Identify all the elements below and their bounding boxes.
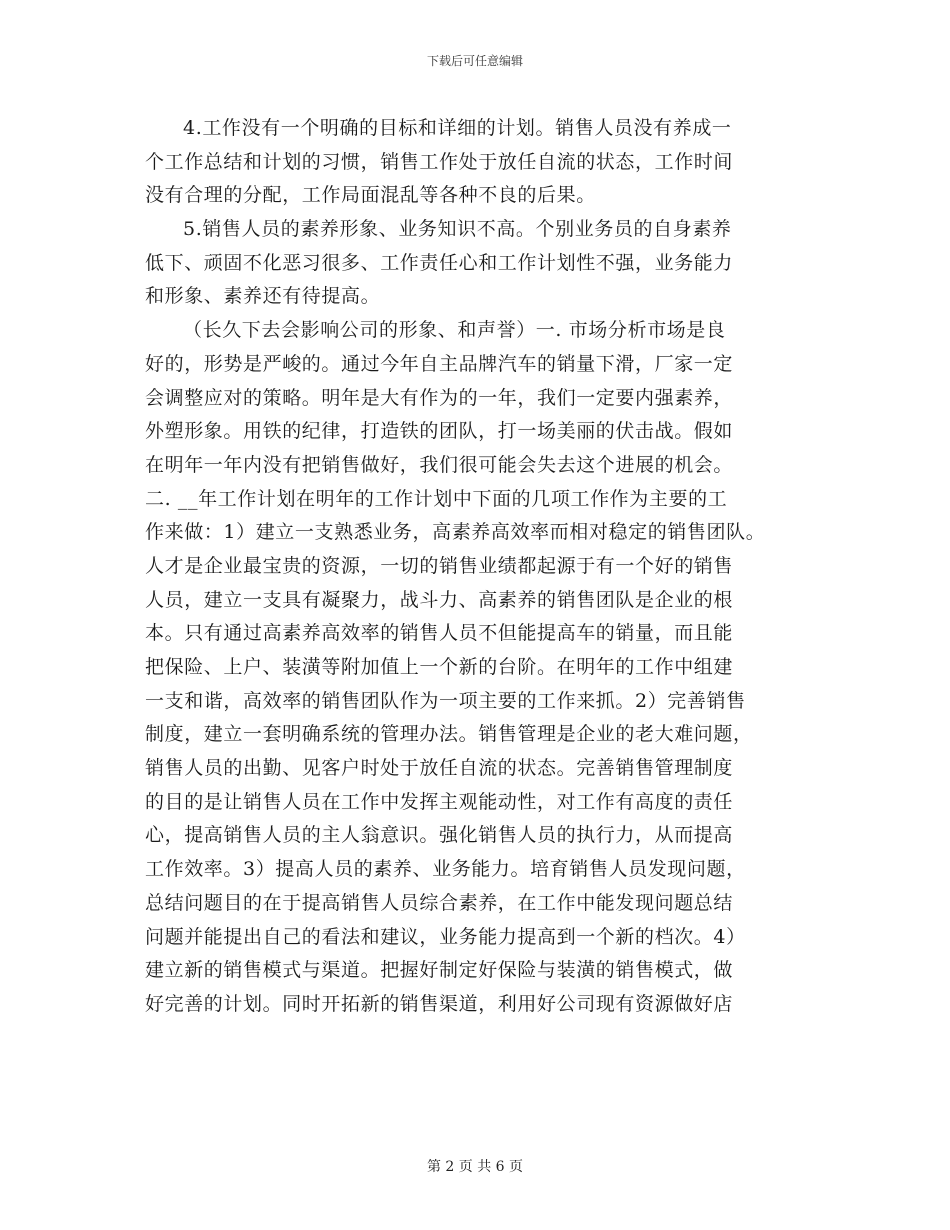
text-line: 作来做：1）建立一支熟悉业务，高素养高效率而相对稳定的销售团队。 [145,521,766,544]
text-line: 在明年一年内没有把销售做好，我们很可能会失去这个进展的机会。 [145,453,734,476]
text-line: 外塑形象。用铁的纪律，打造铁的团队，打一场美丽的伏击战。假如 [145,420,734,443]
text-line: 会调整应对的策略。明年是大有作为的一年，我们一定要内强素养， [145,386,734,409]
page-header: 下载后可任意编辑 [426,54,523,68]
text-line: 一支和谐，高效率的销售团队作为一项主要的工作来抓。2）完善销售 [145,689,746,712]
text-line: 制度，建立一套明确系统的管理办法。销售管理是企业的老大难问题， [145,723,753,746]
text-line: 心，提高销售人员的主人翁意识。强化销售人员的执行力，从而提高 [145,824,734,847]
text-line: 好的，形势是严峻的。通过今年自主品牌汽车的销量下滑，厂家一定 [145,352,734,375]
text-line: 二. __年工作计划在明年的工作计划中下面的几项工作作为主要的工 [145,487,728,510]
text-line: 建立新的销售模式与渠道。把握好制定好保险与装潢的销售模式，做 [145,959,734,982]
text-line: 销售人员的出勤、见客户时处于放任自流的状态。完善销售管理制度 [145,757,734,780]
text-line: 低下、顽固不化恶习很多、工作责任心和工作计划性不强，业务能力 [145,251,734,274]
text-line: 5.销售人员的素养形象、业务知识不高。个别业务员的自身素养 [183,218,732,241]
text-line: 问题并能提出自己的看法和建议，业务能力提高到一个新的档次。4） [145,925,746,948]
text-line: 工作效率。3）提高人员的素养、业务能力。培育销售人员发现问题， [145,858,746,881]
text-line: 个工作总结和计划的习惯，销售工作处于放任自流的状态，工作时间 [145,150,734,173]
text-line: 本。只有通过高素养高效率的销售人员不但能提高车的销量，而且能 [145,622,734,645]
document-body [145,112,815,1022]
text-line: 人员，建立一支具有凝聚力，战斗力、高素养的销售团队是企业的根 [145,588,734,611]
page-footer: 第 2 页 共 6 页 [426,1159,524,1175]
text-line: 把保险、上户、装潢等附加值上一个新的台阶。在明年的工作中组建 [145,656,734,678]
text-line: 人才是企业最宝贵的资源，一切的销售业绩都起源于有一个好的销售 [145,554,734,577]
text-line: 没有合理的分配，工作局面混乱等各种不良的后果。 [145,184,596,207]
text-line: 总结问题目的在于提高销售人员综合素养，在工作中能发现问题总结 [145,891,734,914]
text-line: （长久下去会影响公司的形象、和声誉）一. 市场分析市场是良 [183,319,726,342]
text-line: 和形象、素养还有待提高。 [145,285,381,308]
text-line: 的目的是让销售人员在工作中发挥主观能动性，对工作有高度的责任 [145,790,734,813]
text-line: 4.工作没有一个明确的目标和详细的计划。销售人员没有养成一 [183,117,732,139]
text-line: 好完善的计划。同时开拓新的销售渠道，利用好公司现有资源做好店 [145,992,734,1015]
